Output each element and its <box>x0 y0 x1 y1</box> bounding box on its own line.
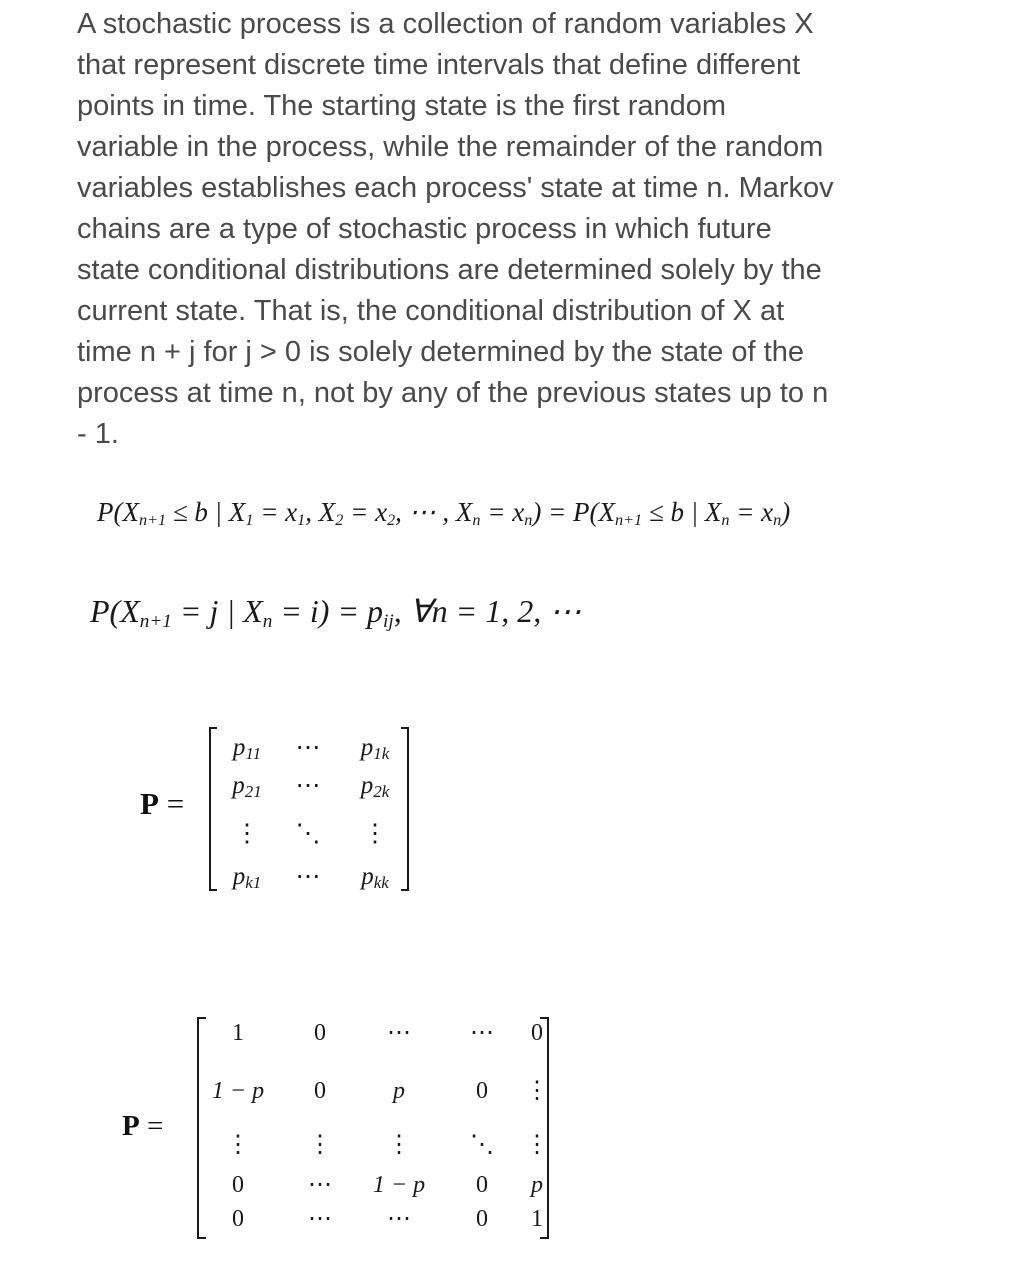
matrix-cell-r2c2: ⋮ <box>387 1132 411 1158</box>
matrix-cell-r1c0: p21 <box>232 772 262 801</box>
matrix-cell-r1c4: ⋮ <box>525 1078 549 1104</box>
matrix-cell-r3c1: ⋯ <box>308 1172 332 1198</box>
paragraph-line: chains are a type of stochastic process in which future <box>77 213 772 245</box>
matrix-cell-r1c2: p <box>393 1078 405 1104</box>
matrix-cell-r2c2: ⋮ <box>362 820 388 847</box>
matrix-cell-r3c2: 1 − p <box>372 1172 426 1198</box>
paragraph-line: variable in the process, while the remainder of the random <box>77 131 824 163</box>
right-bracket <box>540 1018 548 1238</box>
matrix-cell-r3c3: 0 <box>476 1172 488 1198</box>
paragraph-line: current state. That is, the conditional distribution of X at <box>77 295 785 327</box>
matrix-cell-r2c1: ⋮ <box>308 1132 332 1158</box>
matrix-cell-r4c2: ⋯ <box>387 1206 411 1232</box>
matrix-cell-r3c1: ⋯ <box>295 863 321 890</box>
markov-property-equation: $P(X_{n+1} \le b$ | $X_1 = x_1$, $X_2 = x_2$, ⋯ , $X_n = x_n) = P(X_{n+1} \le b$ | $X_n = x_n$) <box>97 497 791 530</box>
matrix-cell-r0c0: 1 <box>232 1020 244 1046</box>
right-bracket <box>401 728 408 890</box>
matrix-cell-r0c4: 0 <box>531 1020 543 1046</box>
left-bracket <box>210 728 217 890</box>
matrix-cell-r2c0: ⋮ <box>226 1132 250 1158</box>
matrix-cell-r4c0: 0 <box>232 1206 244 1232</box>
left-bracket <box>198 1018 206 1238</box>
matrix-cell-r0c1: ⋯ <box>295 734 321 761</box>
matrix-cell-r3c0: 0 <box>232 1172 244 1198</box>
paragraph-line: points in time. The starting state is the first random <box>77 90 727 122</box>
matrix-cell-r0c3: ⋯ <box>470 1020 494 1046</box>
matrix-cell-r4c3: 0 <box>476 1206 488 1232</box>
matrix-cell-r1c0: 1 − p <box>211 1078 265 1104</box>
matrix-general <box>205 722 420 897</box>
paragraph-line: A stochastic process is a collection of random variables X <box>77 8 814 40</box>
matrix-cell-r2c3: ⋱ <box>470 1132 494 1158</box>
matrix-cell-r4c1: ⋯ <box>308 1206 332 1232</box>
matrix-specific-label: P = <box>122 1110 164 1142</box>
paragraph-line: state conditional distributions are determined solely by the <box>77 254 822 286</box>
paragraph-line: that represent discrete time intervals that define different <box>77 49 801 81</box>
matrix-cell-r1c1: ⋯ <box>295 772 321 799</box>
matrix-cell-r4c4: 1 <box>531 1206 543 1232</box>
matrix-cell-r3c2: pkk <box>361 863 389 892</box>
transition-probability-equation: $P(X_{n+1} = j$ | $X_n = i) = p_{ij}$, ∀n = 1, 2, ⋯ <box>90 593 582 632</box>
matrix-cell-r1c3: 0 <box>476 1078 488 1104</box>
matrix-general-label: P = <box>140 786 185 821</box>
matrix-cell-r2c0: ⋮ <box>234 820 260 847</box>
paragraph-line: time n + j for j > 0 is solely determined by the state of the <box>77 336 804 368</box>
matrix-cell-r0c1: 0 <box>314 1020 326 1046</box>
matrix-cell-r3c4: p <box>531 1172 543 1198</box>
matrix-cell-r2c4: ⋮ <box>525 1132 549 1158</box>
paragraph-line: - 1. <box>77 418 119 450</box>
matrix-specific <box>192 1012 562 1244</box>
matrix-cell-r0c2: ⋯ <box>387 1020 411 1046</box>
matrix-cell-r3c0: pk1 <box>232 863 262 892</box>
paragraph-line: process at time n, not by any of the previous states up to n <box>77 377 829 409</box>
matrix-cell-r0c2: p1k <box>360 734 390 763</box>
matrix-cell-r2c1: ⋱ <box>295 820 321 847</box>
matrix-cell-r0c0: p11 <box>232 734 262 763</box>
intro-paragraph <box>77 4 907 455</box>
matrix-cell-r1c1: 0 <box>314 1078 326 1104</box>
paragraph-line: variables establishes each process' state at time n. Markov <box>77 172 834 204</box>
matrix-cell-r1c2: p2k <box>360 772 390 801</box>
